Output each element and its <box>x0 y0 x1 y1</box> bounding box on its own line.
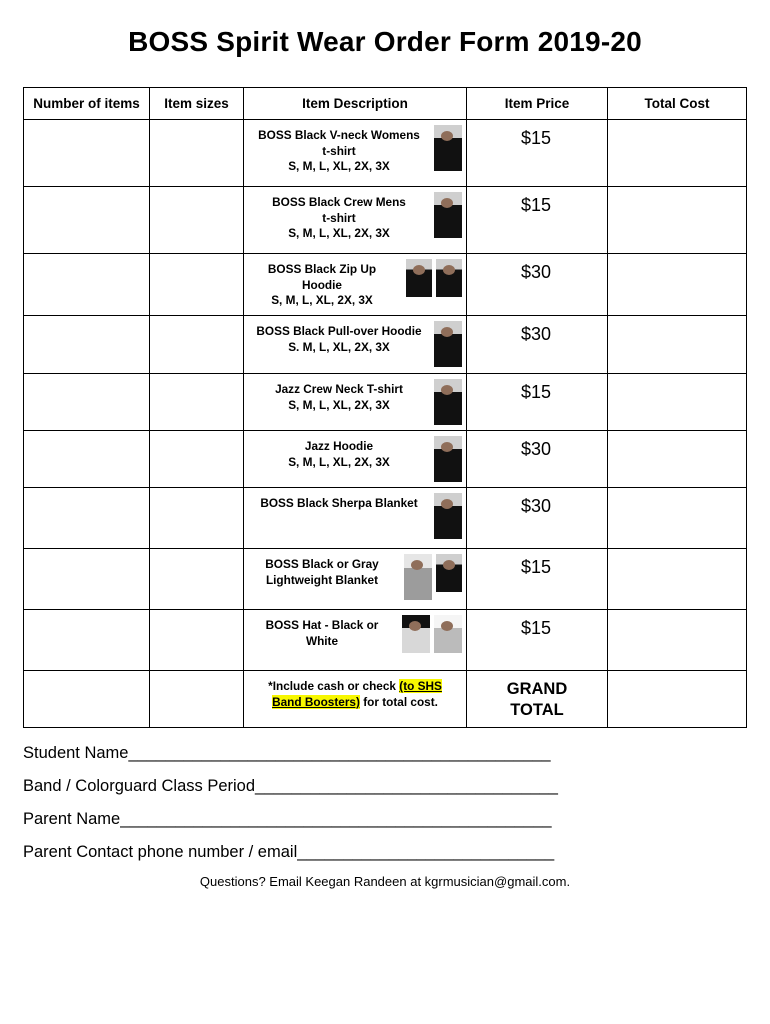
number-of-items-cell[interactable] <box>24 610 150 671</box>
order-table <box>23 87 747 728</box>
item-price: $30 <box>521 496 552 516</box>
item-row <box>24 120 747 187</box>
header-total-cost: Total Cost <box>608 88 747 120</box>
item-row <box>24 187 747 254</box>
item-size-cell[interactable] <box>150 431 244 488</box>
item-size-cell[interactable] <box>150 610 244 671</box>
black-blanket-photo <box>436 554 462 592</box>
item-price: $15 <box>521 557 552 577</box>
item-description-line: BOSS Black Crew Mens <box>272 195 406 209</box>
item-description-cell <box>244 254 467 316</box>
item-description-line: S, M, L, XL, 2X, 3X <box>271 293 373 307</box>
number-of-items-cell[interactable] <box>24 549 150 610</box>
item-row <box>24 254 747 316</box>
total-cost-cell[interactable] <box>608 120 747 187</box>
item-description-cell <box>244 187 467 254</box>
item-description <box>244 187 466 242</box>
sherpa-blanket-photo <box>434 493 462 539</box>
number-of-items-cell[interactable] <box>24 254 150 316</box>
item-price: $30 <box>521 262 552 282</box>
student-name-field[interactable]: Student Name______________________________________________ <box>23 744 551 762</box>
item-price: $30 <box>521 324 552 344</box>
total-cost-cell[interactable] <box>608 610 747 671</box>
number-of-items-cell[interactable] <box>24 316 150 374</box>
mens-crew-photo <box>434 192 462 238</box>
item-description-line: White <box>305 633 339 648</box>
number-of-items-cell[interactable] <box>24 187 150 254</box>
item-row <box>24 431 747 488</box>
white-hat-photo <box>434 615 462 653</box>
total-cost-cell[interactable] <box>608 374 747 431</box>
item-description-line: BOSS Hat - Black or <box>265 618 379 632</box>
item-size-cell[interactable] <box>150 120 244 187</box>
item-size-cell[interactable] <box>150 488 244 549</box>
item-price: $15 <box>521 195 552 215</box>
item-size-cell[interactable] <box>150 374 244 431</box>
grand-total-value-cell[interactable] <box>608 671 747 728</box>
total-cost-cell[interactable] <box>608 431 747 488</box>
number-of-items-cell[interactable] <box>24 374 150 431</box>
item-description-line: BOSS Black V-neck Womens <box>258 128 420 142</box>
black-hat-photo <box>402 615 430 653</box>
jazz-tshirt-photo <box>434 379 462 425</box>
form-title: BOSS Spirit Wear Order Form 2019-20 <box>128 26 642 57</box>
item-price: $15 <box>521 618 552 638</box>
item-price-cell <box>467 316 608 374</box>
jazz-hoodie-photo <box>434 436 462 482</box>
grand-total-label-cell <box>467 671 608 728</box>
item-price-cell <box>467 187 608 254</box>
total-cost-cell[interactable] <box>608 254 747 316</box>
grand-total-size-cell[interactable] <box>150 671 244 728</box>
item-description-cell <box>244 488 467 549</box>
header-item-price: Item Price <box>467 88 608 120</box>
item-size-cell[interactable] <box>150 549 244 610</box>
item-price-cell <box>467 610 608 671</box>
item-description-cell <box>244 120 467 187</box>
item-size-cell[interactable] <box>150 187 244 254</box>
item-price: $15 <box>521 128 552 148</box>
total-cost-cell[interactable] <box>608 488 747 549</box>
payment-note: *Include cash or check (to SHS Band Boosters) for total cost. <box>268 679 442 709</box>
contact-fields <box>23 741 643 873</box>
item-price: $15 <box>521 382 552 402</box>
item-description-line: t-shirt <box>322 210 356 225</box>
item-description-line: S, M, L, XL, 2X, 3X <box>288 397 390 412</box>
item-description <box>244 374 466 413</box>
class-period-field[interactable]: Band / Colorguard Class Period_________________________________ <box>23 777 558 795</box>
header-item-sizes: Item sizes <box>150 88 244 120</box>
item-description-line: S, M, L, XL, 2X, 3X <box>288 454 390 469</box>
item-row <box>24 549 747 610</box>
item-description-line: BOSS Black Zip Up <box>267 262 377 276</box>
payment-note-cell <box>244 671 467 728</box>
item-price-cell <box>467 374 608 431</box>
item-description-cell <box>244 610 467 671</box>
grand-total-number-cell[interactable] <box>24 671 150 728</box>
number-of-items-cell[interactable] <box>24 431 150 488</box>
header-item-description: Item Description <box>244 88 467 120</box>
item-price: $30 <box>521 439 552 459</box>
item-description-line: BOSS Black Pull-over Hoodie <box>256 324 422 338</box>
item-description-line: Jazz Hoodie <box>304 439 374 453</box>
item-price-cell <box>467 549 608 610</box>
grand-total-row <box>24 671 747 728</box>
item-size-cell[interactable] <box>150 316 244 374</box>
total-cost-cell[interactable] <box>608 187 747 254</box>
item-price-cell <box>467 431 608 488</box>
pullover-hoodie-photo <box>434 321 462 367</box>
item-price-cell <box>467 488 608 549</box>
gray-blanket-photo <box>404 554 432 600</box>
total-cost-cell[interactable] <box>608 316 747 374</box>
women-vneck-photo <box>434 125 462 171</box>
zip-hoodie-back-photo <box>436 259 462 297</box>
number-of-items-cell[interactable] <box>24 120 150 187</box>
item-row <box>24 610 747 671</box>
item-description-cell <box>244 316 467 374</box>
item-description-line: t-shirt <box>322 143 356 158</box>
item-description-line: Jazz Crew Neck T-shirt <box>275 382 403 396</box>
item-description-line: S, M, L, XL, 2X, 3X <box>288 159 390 173</box>
header-number-of-items: Number of items <box>24 88 150 120</box>
item-description-cell <box>244 374 467 431</box>
item-description-line: BOSS Black or Gray <box>265 557 379 571</box>
number-of-items-cell[interactable] <box>24 488 150 549</box>
item-description-cell <box>244 549 467 610</box>
item-size-cell[interactable] <box>150 254 244 316</box>
item-row <box>24 316 747 374</box>
item-description <box>244 431 466 470</box>
item-price-cell <box>467 120 608 187</box>
item-description-line: Lightweight Blanket <box>265 572 379 587</box>
total-cost-cell[interactable] <box>608 549 747 610</box>
parent-contact-field[interactable]: Parent Contact phone number / email____________________________ <box>23 843 555 861</box>
grand-total-label: GRAND TOTAL <box>506 680 568 719</box>
questions-footer: Questions? Email Keegan Randeen at kgrmusician@gmail.com. <box>199 874 571 889</box>
item-description <box>244 120 466 175</box>
item-row <box>24 374 747 431</box>
item-description-line: S, M, L, XL, 2X, 3X <box>288 226 390 240</box>
header-row <box>24 88 747 120</box>
parent-name-field[interactable]: Parent Name_______________________________________________ <box>23 810 552 828</box>
item-description-cell <box>244 431 467 488</box>
item-description <box>244 488 466 512</box>
item-price-cell <box>467 254 608 316</box>
zip-hoodie-front-photo <box>406 259 432 297</box>
item-description <box>244 316 466 355</box>
item-description-line: Hoodie <box>302 277 342 292</box>
item-description-line: S. M, L, XL, 2X, 3X <box>288 339 390 354</box>
item-row <box>24 488 747 549</box>
item-description-line: BOSS Black Sherpa Blanket <box>260 496 418 510</box>
